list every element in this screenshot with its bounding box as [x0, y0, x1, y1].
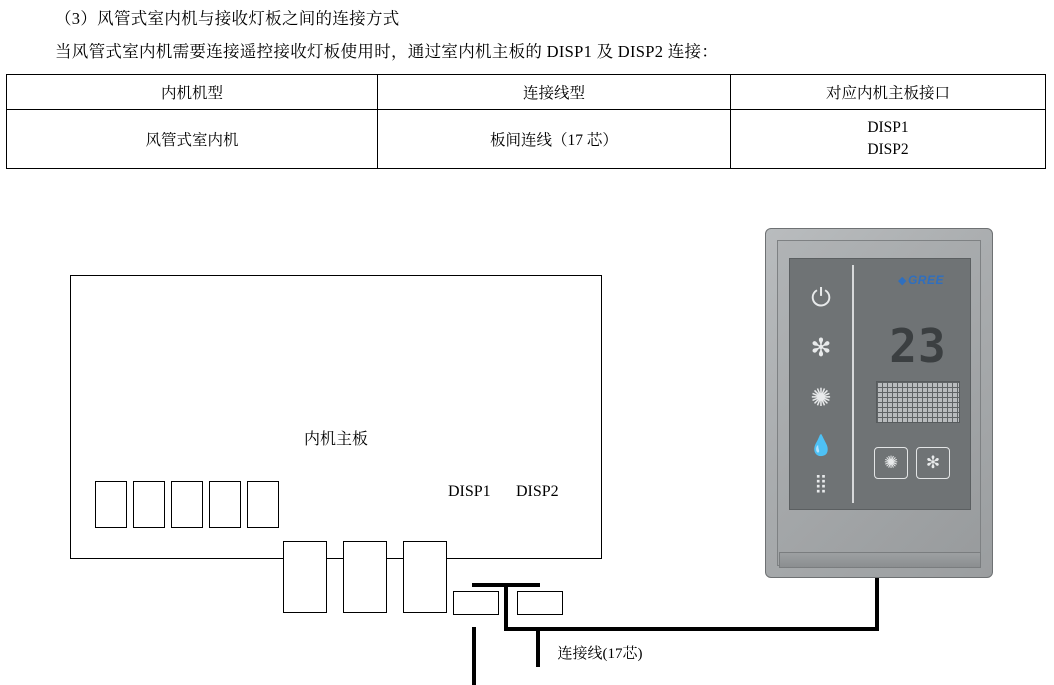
- cool-snowflake-icon[interactable]: ✻: [810, 333, 832, 362]
- indoor-unit-mainboard: [70, 275, 602, 559]
- heat-sun-icon[interactable]: ✺: [810, 383, 832, 412]
- gree-logo: [898, 273, 944, 287]
- temperature-display: 23: [889, 319, 947, 373]
- cable-label: 连接线(17芯): [557, 646, 643, 662]
- connector-small-1: [95, 481, 127, 528]
- table-row: [7, 110, 1046, 169]
- power-icon[interactable]: ⏻: [811, 283, 831, 312]
- connector-small-3: [171, 481, 203, 528]
- connector-tall-2: [343, 541, 387, 613]
- connector-tall-3: [403, 541, 447, 613]
- table-header-ports: 对应内机主板接口: [731, 75, 1046, 110]
- mainboard-label: 内机主板: [303, 431, 368, 448]
- wire-bundle-vertical: [504, 583, 508, 629]
- disp1-label: DISP1: [448, 483, 491, 500]
- connector-small-5: [247, 481, 279, 528]
- connection-spec-table: [6, 74, 1046, 169]
- disp2-connector: [517, 591, 563, 615]
- cell-ports: [731, 110, 1046, 169]
- wire-disp2-vertical: [536, 627, 540, 667]
- panel-icon-column: [790, 259, 852, 509]
- panel-divider: [852, 265, 854, 503]
- panel-button-row: [874, 447, 950, 479]
- connector-small-4: [209, 481, 241, 528]
- wire-disp1-vertical: [472, 627, 476, 685]
- receiver-display-panel: [765, 228, 993, 578]
- table-header-row: [7, 75, 1046, 110]
- wiring-diagram: [0, 195, 1054, 679]
- disp2-label: DISP2: [516, 483, 559, 500]
- dry-droplet-icon[interactable]: 💧: [808, 433, 834, 457]
- table-header-cable: 连接线型: [378, 75, 731, 110]
- cell-model: 风管式室内机: [7, 110, 378, 169]
- heat-button[interactable]: ✺: [874, 447, 908, 479]
- wire-main-horizontal: [504, 627, 879, 631]
- section-intro-text: 当风管式室内机需要连接遥控接收灯板使用时，通过室内机主板的 DISP1 及 DISP2 连接：: [55, 42, 719, 61]
- panel-base-strip: [779, 552, 981, 568]
- table-header-model: 内机机型: [7, 75, 378, 110]
- cool-button[interactable]: ✻: [916, 447, 950, 479]
- gree-logo-text: GREE: [907, 273, 944, 287]
- cell-port-disp2: DISP2: [867, 141, 909, 158]
- connector-small-2: [133, 481, 165, 528]
- section-heading: （3）风管式室内机与接收灯板之间的连接方式: [55, 9, 400, 28]
- cell-cable: 板间连线（17 芯）: [378, 110, 731, 169]
- panel-screen-area: [789, 258, 971, 510]
- disp1-connector: [453, 591, 499, 615]
- cell-port-disp1: DISP1: [867, 118, 909, 136]
- gree-logo-mark: ◆: [898, 274, 907, 287]
- display-dot-matrix: [876, 381, 960, 423]
- fan-grid-icon[interactable]: ⣿: [814, 473, 828, 494]
- connector-tall-1: [283, 541, 327, 613]
